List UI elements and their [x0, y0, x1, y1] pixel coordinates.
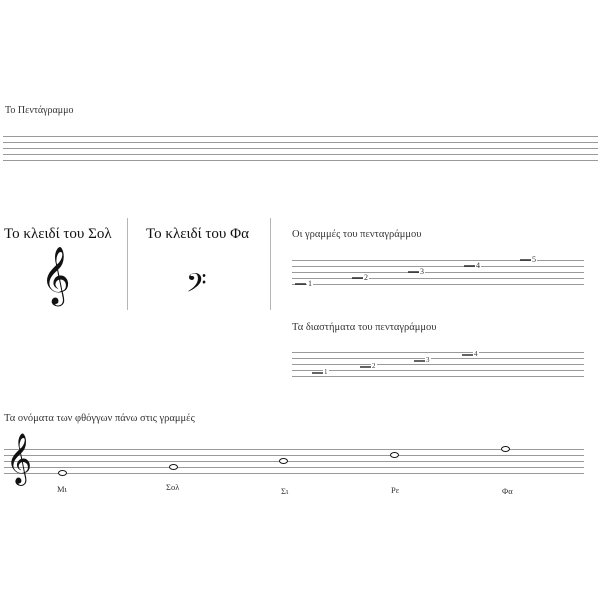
note-head-sol — [169, 464, 178, 470]
staff-line — [4, 449, 584, 450]
empty-staff — [3, 136, 598, 162]
note-label: Σολ — [166, 482, 180, 492]
staff-line — [4, 461, 584, 462]
line-number: 4 — [476, 261, 480, 270]
line-pointer-strokes — [292, 260, 584, 286]
note-names-staff — [4, 433, 584, 484]
line-number: 1 — [308, 279, 312, 288]
g-clef-title: Το κλειδί του Σολ — [4, 226, 112, 242]
staff-line — [3, 160, 598, 161]
note-head-fa — [501, 446, 510, 452]
space-number: 1 — [324, 368, 328, 376]
space-number: 3 — [426, 356, 430, 364]
space-number: 4 — [474, 350, 478, 358]
treble-clef-icon: 𝄞 — [41, 246, 71, 304]
staff-line — [4, 467, 584, 468]
space-pointer-strokes — [292, 352, 584, 378]
line-number: 2 — [364, 273, 368, 282]
note-head-si — [279, 458, 288, 464]
treble-clef-icon: 𝄞 — [6, 433, 33, 484]
note-label: Φα — [502, 486, 513, 496]
staff-spaces-title: Τα διαστήματα του πενταγράμμου — [292, 322, 437, 333]
staff-line — [4, 473, 584, 474]
staff-lines-title: Οι γραμμές του πενταγράμμου — [292, 229, 422, 240]
staff-section-title: Το Πεντάγραμμο — [5, 105, 74, 116]
note-label: Ρε — [391, 485, 400, 495]
staff-line — [4, 455, 584, 456]
note-head-re — [390, 452, 399, 458]
space-number: 2 — [372, 362, 376, 370]
f-clef-title: Το κλειδί του Φα — [146, 226, 249, 242]
staff-line — [3, 136, 598, 137]
numbered-spaces-staff — [292, 352, 584, 378]
bass-clef-icon: 𝄢 — [186, 267, 207, 305]
line-number: 3 — [420, 267, 424, 276]
note-label: Μι — [57, 484, 67, 494]
section-divider — [270, 218, 271, 310]
numbered-lines-staff — [292, 255, 584, 288]
note-label: Σι — [281, 486, 289, 496]
note-names-title: Τα ονόματα των φθόγγων πάνω στις γραμμές — [4, 413, 195, 424]
staff-line — [3, 154, 598, 155]
staff-line — [3, 148, 598, 149]
section-divider — [127, 218, 128, 310]
line-number: 5 — [532, 255, 536, 264]
staff-line — [3, 142, 598, 143]
note-head-mi — [58, 470, 67, 476]
